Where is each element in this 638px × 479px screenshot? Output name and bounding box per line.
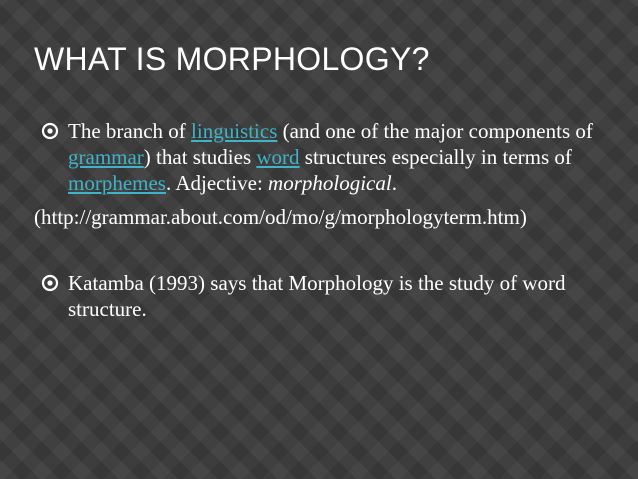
source-url: (http://grammar.about.com/od/mo/g/morphologyterm.htm)	[34, 205, 527, 229]
hollow-circle-bullet-icon	[40, 273, 60, 293]
text-segment: (and one of the major components of	[277, 119, 593, 143]
text-segment: .	[391, 171, 397, 195]
text-segment: structures especially in terms of	[299, 145, 572, 169]
link-linguistics[interactable]: linguistics	[191, 119, 278, 143]
spacer	[34, 230, 604, 270]
slide-content	[34, 118, 604, 322]
bullet-item-definition	[34, 118, 604, 196]
bullet-text: Katamba (1993) says that Morphology is the study of word structure.	[68, 271, 566, 321]
link-morphemes[interactable]: morphemes	[68, 171, 166, 195]
bullet-text	[68, 119, 593, 195]
text-segment: The branch of	[68, 119, 192, 143]
link-grammar[interactable]: grammar	[68, 145, 144, 169]
hollow-circle-bullet-icon	[40, 121, 60, 141]
italic-term: morphological	[268, 171, 392, 195]
link-word[interactable]: word	[256, 145, 300, 169]
bullet-item-katamba	[34, 270, 604, 322]
text-segment: . Adjective:	[165, 171, 269, 195]
slide-title: WHAT IS MORPHOLOGY?	[34, 41, 430, 77]
text-segment: ) that studies	[143, 145, 257, 169]
